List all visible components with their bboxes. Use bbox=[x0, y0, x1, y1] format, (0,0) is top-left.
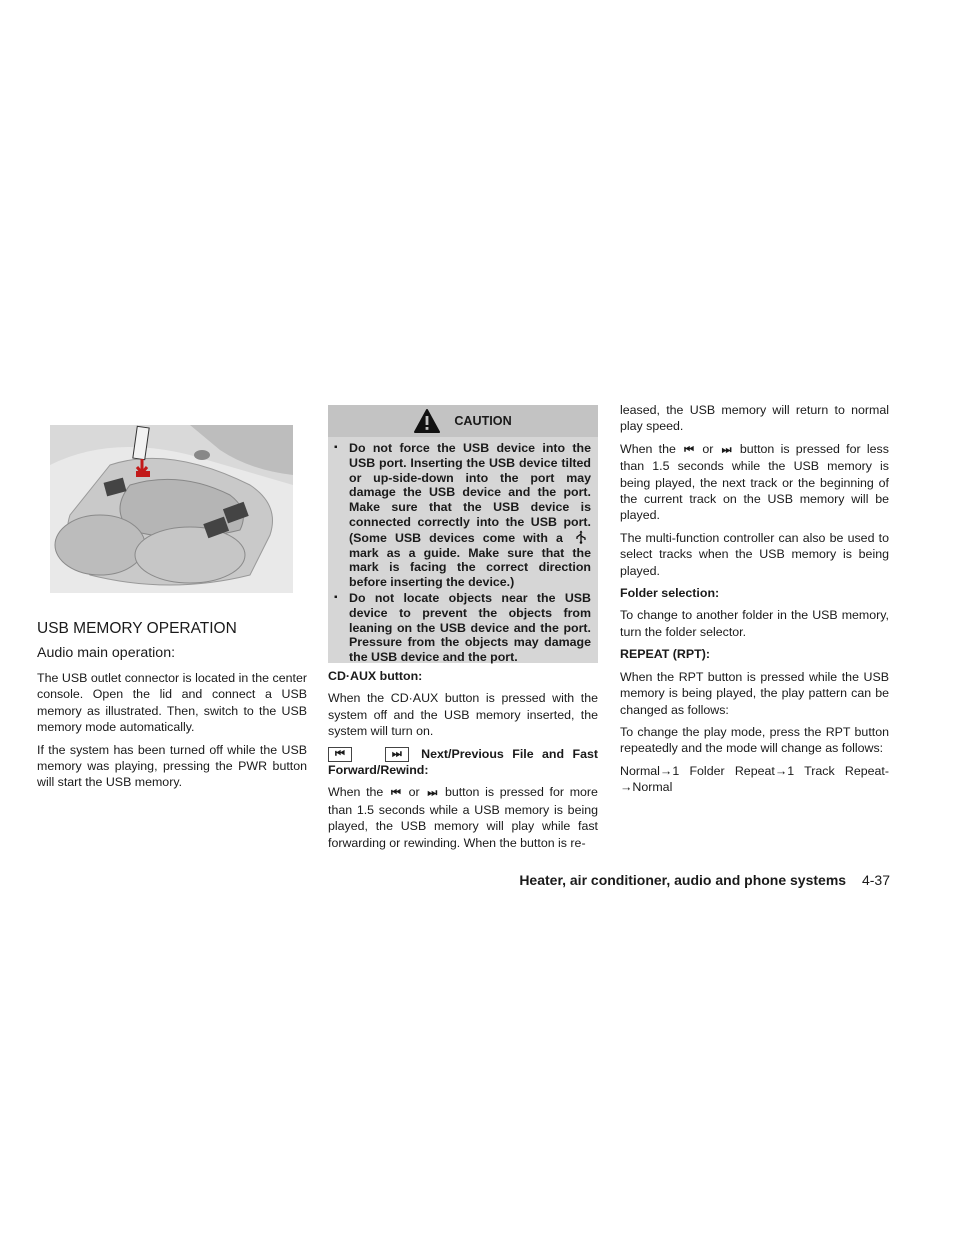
next-track-icon: ⏭ bbox=[721, 443, 732, 456]
next-track-icon: ⏭ bbox=[427, 787, 438, 800]
text: When the bbox=[328, 785, 384, 800]
paragraph bbox=[620, 441, 889, 524]
nav-heading-line bbox=[328, 746, 598, 779]
text: When the bbox=[620, 441, 676, 456]
column-left bbox=[37, 619, 307, 797]
repeat-sequence: Normal→1 Folder Repeat→1 Track Repeat-→Normal bbox=[620, 763, 889, 795]
caution-item-text: Do not force the USB device into the USB port. Inserting the USB device tilted or up-side-down into the port may damage the USB device and the port. Make sure that the USB device is connected correctly into the USB port. (Some USB devices come with a bbox=[349, 441, 591, 545]
usb-console-illustration bbox=[50, 425, 293, 593]
caution-box bbox=[328, 405, 598, 663]
usb-icon bbox=[571, 530, 591, 544]
folder-heading: Folder selection: bbox=[620, 586, 720, 601]
caution-item: ▪ Do not locate objects near the USB device to prevent the objects from leaning on the USB device and the port. Pressure from the objects may damage the USB device and the port. bbox=[334, 591, 591, 665]
previous-track-icon: ⏮ bbox=[684, 443, 695, 456]
page-number: 4-37 bbox=[861, 872, 890, 888]
paragraph: When the CD·AUX button is pressed with the system off and the USB memory inserted, the system will turn on. bbox=[328, 691, 598, 739]
paragraph: The multi-function controller can also be used to select tracks when the USB memory is being played. bbox=[620, 530, 889, 578]
column-right bbox=[620, 402, 889, 802]
paragraph: If the system has been turned off while the USB memory was playing, pressing the PWR button will start the USB memory. bbox=[37, 742, 307, 790]
caution-item-text: mark as a guide. Make sure that the mark is facing the correct direction before inserting the device.) bbox=[349, 545, 591, 590]
caution-header bbox=[328, 405, 598, 437]
paragraph: leased, the USB memory will return to normal play speed. bbox=[620, 403, 889, 434]
footer-section-title: Heater, air conditioner, audio and phone systems bbox=[519, 872, 847, 888]
cdaux-heading: CD·AUX button: bbox=[328, 669, 423, 683]
caution-list bbox=[328, 441, 598, 665]
paragraph: To change to another folder in the USB memory, turn the folder selector. bbox=[620, 608, 889, 639]
text: or bbox=[408, 785, 420, 800]
nav-heading: Next/Previous File and Fast Forward/Rewind: bbox=[328, 746, 598, 778]
warning-icon bbox=[414, 409, 440, 433]
caution-title: CAUTION bbox=[454, 414, 512, 428]
text: or bbox=[702, 441, 714, 456]
next-track-icon: ⏭ bbox=[385, 747, 409, 762]
paragraph: The USB outlet connector is located in the center console. Open the lid and connect a USB memory as illustrated. Then, switch to the USB memory mode automatically. bbox=[37, 671, 307, 735]
paragraph: When the RPT button is pressed while the USB memory is being played, the play pattern can be changed as follows: bbox=[620, 669, 889, 717]
repeat-heading: REPEAT (RPT): bbox=[620, 647, 710, 662]
previous-track-icon: ⏮ bbox=[391, 787, 401, 800]
column-middle bbox=[328, 668, 598, 857]
previous-track-icon: ⏮ bbox=[328, 747, 352, 762]
text: button is pressed for less than 1.5 seconds while the USB memory is being played, the next track or the beginning of the current track on the USB memory will be played. bbox=[620, 441, 889, 523]
caution-item bbox=[334, 441, 591, 590]
paragraph: To change the play mode, press the RPT button repeatedly and the mode will change as follows: bbox=[620, 724, 889, 756]
subsection-heading: Audio main operation: bbox=[37, 645, 176, 661]
text: button is pressed for more than 1.5 seconds while a USB memory is being played, the USB memory will play while fast forwarding or rewinding. When the button is re- bbox=[328, 785, 598, 850]
page-footer bbox=[519, 872, 890, 888]
section-heading: USB MEMORY OPERATION bbox=[37, 620, 237, 637]
paragraph bbox=[328, 784, 598, 851]
